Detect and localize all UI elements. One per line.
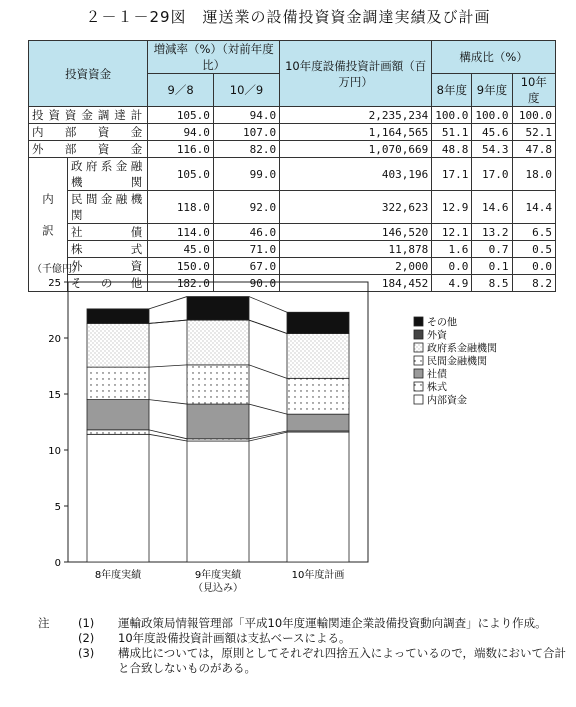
table-cell: 4.9 [432, 275, 472, 292]
row-label: 株式 [68, 241, 148, 258]
connector-line [249, 431, 287, 439]
row-label: その他 [68, 275, 148, 292]
table-row [29, 158, 556, 191]
table-cell: 146,520 [280, 224, 432, 241]
legend-label: 民間金融機関 [427, 356, 487, 368]
table-cell: 0.5 [512, 241, 555, 258]
table-cell: 0.0 [432, 258, 472, 275]
table-cell: 116.0 [148, 141, 214, 158]
table-cell: 45.6 [472, 124, 512, 141]
table-cell: 14.4 [512, 191, 555, 224]
y-tick-label: 15 [48, 390, 61, 401]
legend-swatch [414, 369, 423, 378]
bar-segment [87, 430, 149, 434]
table-cell: 17.1 [432, 158, 472, 191]
col-header-fund: 投資資金 [29, 41, 148, 107]
table-cell: 94.0 [148, 124, 214, 141]
bar-segment [187, 297, 249, 321]
bar-segment [287, 414, 349, 431]
note-text: 構成比については，原則としてそれぞれ四捨五入によっているので，端数において合計と合致しないものがある。 [118, 646, 567, 675]
table-cell: 14.6 [472, 191, 512, 224]
table-cell: 118.0 [148, 191, 214, 224]
note-item [38, 646, 568, 676]
bar-segment [187, 320, 249, 365]
row-label: 投資資金調達計 [29, 107, 148, 124]
bar-segment [87, 323, 149, 367]
table-cell: 45.0 [148, 241, 214, 258]
table-cell: 54.3 [472, 141, 512, 158]
table-cell: 2,235,234 [280, 107, 432, 124]
table-cell: 0.7 [472, 241, 512, 258]
connector-line [149, 400, 187, 404]
y-unit-label: （千億円） [32, 264, 82, 275]
connector-line [149, 365, 187, 367]
note-prefix: 注 [38, 616, 50, 630]
stacked-bar-chart [28, 262, 568, 607]
table-cell: 184,452 [280, 275, 432, 292]
legend-label: 政府系金融機関 [427, 343, 497, 355]
table-row [29, 241, 556, 258]
table-cell: 8.5 [472, 275, 512, 292]
table-cell: 6.5 [512, 224, 555, 241]
note-item [38, 616, 568, 631]
legend-swatch [414, 317, 423, 326]
y-tick-label: 10 [48, 446, 61, 457]
bar-segment [87, 400, 149, 430]
table-cell: 182.0 [148, 275, 214, 292]
table-cell: 2,000 [280, 258, 432, 275]
row-label: 内部資金 [29, 124, 148, 141]
table-cell: 0.1 [472, 258, 512, 275]
table-cell: 90.0 [213, 275, 279, 292]
connector-line [149, 320, 187, 323]
table-row [29, 224, 556, 241]
table-cell: 100.0 [512, 107, 555, 124]
table-cell: 1,070,669 [280, 141, 432, 158]
y-tick-label: 25 [48, 278, 61, 289]
legend-swatch [414, 356, 423, 365]
legend-label: その他 [427, 317, 457, 329]
connector-line [249, 432, 287, 441]
legend-swatch [414, 395, 423, 404]
table-cell: 114.0 [148, 224, 214, 241]
bar-segment [287, 334, 349, 379]
col-header-ratio: 構成比（%） [432, 41, 556, 74]
bar-segment [287, 378, 349, 414]
x-category-label: 8年度実績 [94, 570, 142, 581]
legend-swatch [414, 330, 423, 339]
bar-segment [187, 404, 249, 439]
row-label: 外部資金 [29, 141, 148, 158]
note-text: 10年度設備投資計画額は支払ベースによる。 [118, 631, 351, 645]
table-cell: 67.0 [213, 258, 279, 275]
table-cell: 13.2 [472, 224, 512, 241]
table-cell: 105.0 [148, 107, 214, 124]
legend-label: 外資 [427, 330, 447, 342]
legend-swatch [414, 343, 423, 352]
table-cell: 71.0 [213, 241, 279, 258]
bar-segment [287, 312, 349, 333]
table-cell: 52.1 [512, 124, 555, 141]
connector-line [149, 297, 187, 309]
note-number: (2) [78, 631, 95, 645]
col-sub-rate-109: 10／9 [213, 74, 279, 107]
table-cell: 12.1 [432, 224, 472, 241]
table-cell: 105.0 [148, 158, 214, 191]
legend-label: 株式 [427, 382, 447, 394]
x-category-sublabel: （見込み） [193, 583, 243, 594]
table-cell: 51.1 [432, 124, 472, 141]
connector-line [249, 297, 287, 313]
bar-segment [187, 365, 249, 404]
table-cell: 100.0 [472, 107, 512, 124]
row-label: 政府系金融機関 [68, 158, 148, 191]
table-cell: 107.0 [213, 124, 279, 141]
legend-swatch [414, 382, 423, 391]
table-cell: 403,196 [280, 158, 432, 191]
x-category-label: 10年度計画 [291, 570, 345, 581]
table-cell: 46.0 [213, 224, 279, 241]
table-cell: 47.8 [512, 141, 555, 158]
legend-label: 社債 [427, 369, 447, 381]
bar-segment [87, 434, 149, 562]
connector-line [249, 404, 287, 414]
bar-segment [87, 367, 149, 399]
bar-segment [187, 441, 249, 562]
y-tick-label: 0 [54, 558, 61, 569]
table-cell: 150.0 [148, 258, 214, 275]
col-sub-rate-98: 9／8 [148, 74, 214, 107]
col-header-plan: 10年度設備投資計画額（百万円） [280, 41, 432, 107]
note-prefix [38, 646, 78, 676]
note-item [38, 631, 568, 646]
y-tick-label: 20 [48, 334, 61, 345]
note-number: (1) [78, 616, 95, 630]
table-cell: 100.0 [432, 107, 472, 124]
bar-segment [287, 432, 349, 562]
row-label: 外資 [68, 258, 148, 275]
col-header-rate: 増減率（%）（対前年度比） [148, 41, 280, 74]
table-cell: 1.6 [432, 241, 472, 258]
notes [38, 616, 568, 676]
note-number: (3) [78, 646, 95, 660]
table-row [29, 107, 556, 124]
connector-line [249, 365, 287, 378]
table-cell: 12.9 [432, 191, 472, 224]
table-row [29, 124, 556, 141]
table-row [29, 191, 556, 224]
col-sub-ratio-8: 8年度 [432, 74, 472, 107]
table-cell: 1,164,565 [280, 124, 432, 141]
table-cell: 11,878 [280, 241, 432, 258]
table-cell: 17.0 [472, 158, 512, 191]
table-cell: 8.2 [512, 275, 555, 292]
y-tick-label: 5 [54, 502, 61, 513]
table-row [29, 141, 556, 158]
table-cell: 322,623 [280, 191, 432, 224]
row-label: 社債 [68, 224, 148, 241]
row-label: 民間金融機関 [68, 191, 148, 224]
data-table [28, 40, 556, 292]
table-cell: 0.0 [512, 258, 555, 275]
table-cell: 99.0 [213, 158, 279, 191]
table-cell: 48.8 [432, 141, 472, 158]
x-category-label: 9年度実績 [194, 570, 242, 581]
table-cell: 92.0 [213, 191, 279, 224]
note-text: 運輸政策局情報管理部「平成10年度運輸関連企業設備投資動向調査」により作成。 [118, 616, 547, 630]
col-sub-ratio-10: 10年度 [512, 74, 555, 107]
figure-title: ２－１－29図 運送業の設備投資資金調達実績及び計画 [85, 8, 491, 26]
legend-label: 内部資金 [427, 395, 467, 407]
connector-line [249, 320, 287, 333]
bar-segment [87, 309, 149, 324]
table-cell: 18.0 [512, 158, 555, 191]
note-prefix [38, 631, 78, 646]
breakdown-group-label: 内訳 [29, 158, 68, 292]
col-sub-ratio-9: 9年度 [472, 74, 512, 107]
table-cell: 82.0 [213, 141, 279, 158]
table-cell: 94.0 [213, 107, 279, 124]
